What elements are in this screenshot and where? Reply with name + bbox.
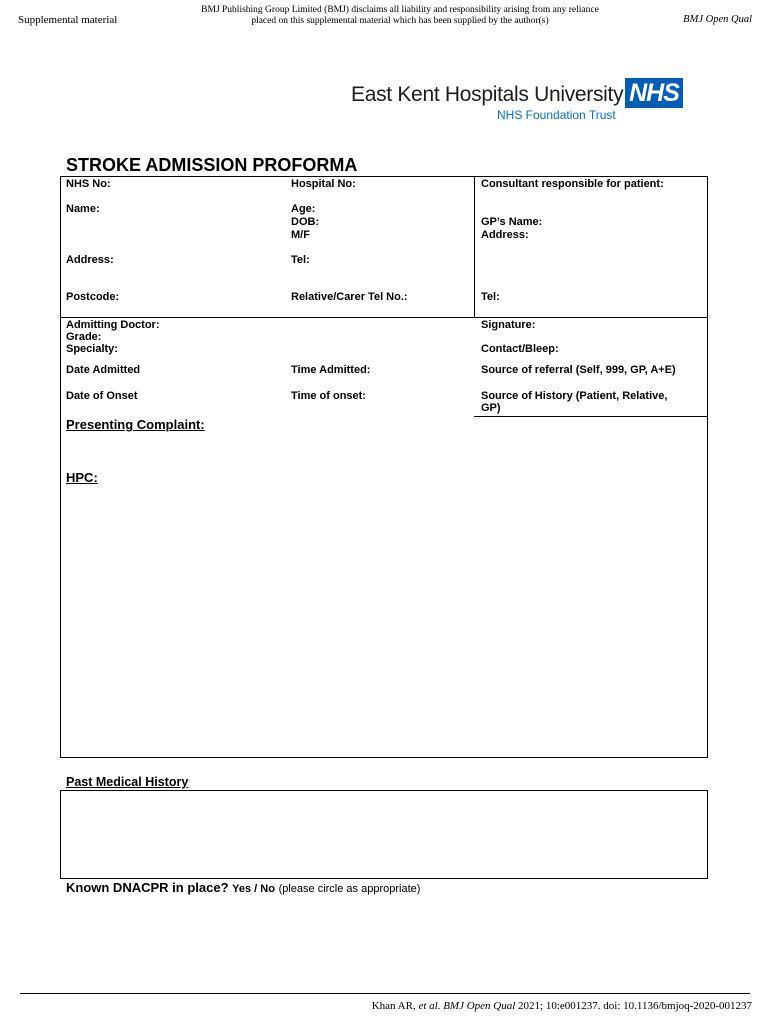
nhs-no-label: NHS No: — [66, 178, 111, 190]
grade-label: Grade: — [66, 331, 102, 343]
postcode-label: Postcode: — [66, 291, 120, 303]
age-label: Age: — [291, 203, 316, 215]
dnacpr-options: Yes / No — [232, 883, 275, 895]
trust-name: East Kent Hospitals University — [351, 83, 624, 106]
consultant-label: Consultant responsible for patient: — [481, 178, 664, 190]
nhs-logo: NHS — [625, 78, 683, 108]
dnacpr-note: (please circle as appropriate) — [278, 883, 421, 895]
past-medical-history-heading: Past Medical History — [66, 775, 189, 789]
form-frame — [60, 176, 708, 758]
row-divider-2 — [474, 416, 708, 417]
address-label: Address: — [66, 254, 114, 266]
sex-label: M/F — [291, 229, 310, 241]
row-divider-1 — [60, 317, 708, 318]
hpc-heading: HPC: — [66, 470, 98, 485]
disclaimer — [170, 5, 630, 27]
disclaimer-line-2: placed on this supplemental material which has been supplied by the author(s) — [251, 16, 549, 26]
hospital-no-label: Hospital No: — [291, 178, 356, 190]
past-medical-history-box — [60, 790, 708, 879]
disclaimer-line-1: BMJ Publishing Group Limited (BMJ) disclaims all liability and responsibility arising from any reliance — [201, 5, 599, 15]
journal-label: BMJ Open Qual — [683, 14, 752, 25]
dnacpr-line — [66, 880, 420, 895]
date-onset-label: Date of Onset — [66, 390, 138, 402]
specialty-label: Specialty: — [66, 343, 118, 355]
presenting-complaint-heading: Presenting Complaint: — [66, 417, 205, 432]
admitting-doctor-label: Admitting Doctor: — [66, 319, 160, 331]
trust-subtitle: NHS Foundation Trust — [497, 108, 616, 122]
gp-tel-label: Tel: — [481, 291, 500, 303]
source-referral-label: Source of referral (Self, 999, GP, A+E) — [481, 364, 676, 376]
footer-journal: . BMJ Open Qual — [437, 1000, 516, 1012]
tel-label: Tel: — [291, 254, 310, 266]
form-title: STROKE ADMISSION PROFORMA — [66, 155, 358, 175]
source-history-label-1: Source of History (Patient, Relative, — [481, 390, 668, 402]
time-onset-label: Time of onset: — [291, 390, 366, 402]
footer-etal: et al — [418, 1000, 438, 1012]
footer-authors: Khan AR, — [371, 1000, 419, 1012]
citation-footer — [372, 1000, 752, 1012]
name-label: Name: — [66, 203, 100, 215]
dob-label: DOB: — [291, 216, 320, 228]
contact-bleep-label: Contact/Bleep: — [481, 343, 559, 355]
column-divider — [474, 176, 475, 317]
gp-name-label: GP’s Name: — [481, 216, 543, 228]
dnacpr-question: Known DNACPR in place? — [66, 880, 229, 895]
time-admitted-label: Time Admitted: — [291, 364, 371, 376]
footer-citation: 2021; 10:e001237. doi: 10.1136/bmjoq-2020-001237 — [515, 1000, 752, 1012]
source-history-label-2: GP) — [481, 402, 501, 414]
relative-tel-label: Relative/Carer Tel No.: — [291, 291, 408, 303]
signature-label: Signature: — [481, 319, 536, 331]
footer-divider — [20, 993, 750, 994]
date-admitted-label: Date Admitted — [66, 364, 141, 376]
supplemental-label: Supplemental material — [18, 14, 118, 26]
gp-address-label: Address: — [481, 229, 529, 241]
